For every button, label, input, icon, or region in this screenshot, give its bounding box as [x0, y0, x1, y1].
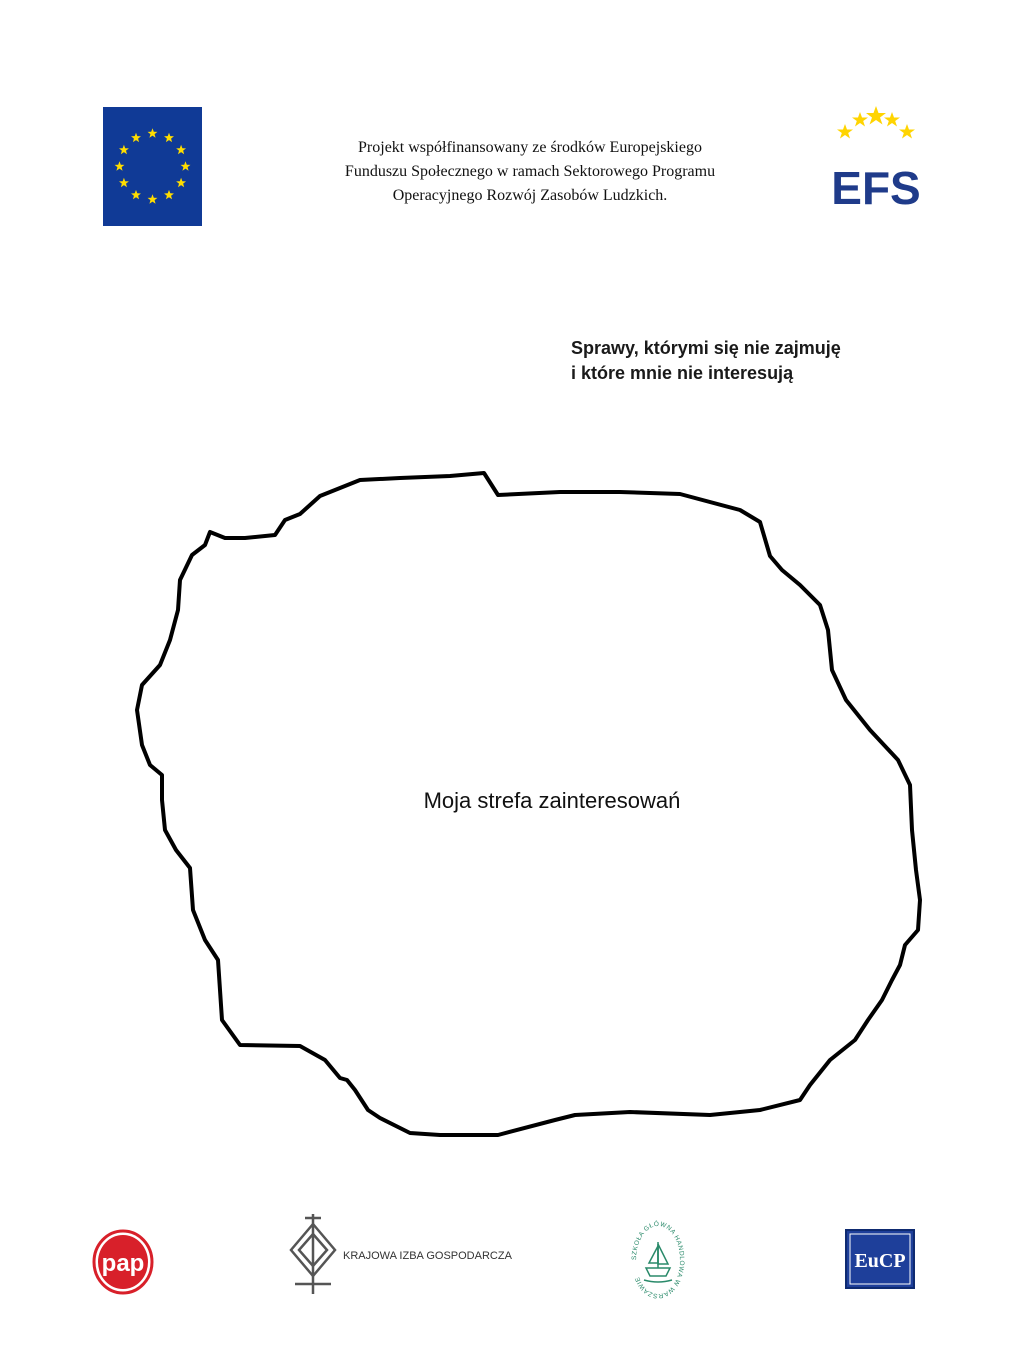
- project-funding-line-3: Operacyjnego Rozwój Zasobów Ludzkich.: [392, 187, 668, 204]
- eucp-logo-text: EuCP: [854, 1250, 906, 1272]
- outside-zone-note-line-2: i które mnie nie interesują: [571, 363, 794, 383]
- interest-zone-label: Moja strefa zainteresowań: [423, 788, 681, 813]
- pap-logo: [92, 1229, 154, 1295]
- project-funding-line-1: Projekt współfinansowany ze środków Europejskiego: [358, 139, 702, 156]
- outside-zone-note-line-1: Sprawy, którymi się nie zajmuję: [571, 338, 841, 358]
- kig-logo: [285, 1212, 517, 1296]
- eucp-logo: [845, 1229, 915, 1289]
- kig-logo-icon: [285, 1212, 517, 1296]
- sgh-logo: [628, 1216, 688, 1302]
- eucp-logo-icon: [845, 1229, 915, 1289]
- sgh-logo-icon: [628, 1216, 688, 1302]
- kig-logo-text: KRAJOWA IZBA GOSPODARCZA: [343, 1250, 512, 1262]
- sgh-logo-text: SZKOŁA GŁÓWNA HANDLOWA W WARSZAWIE: [630, 1220, 686, 1300]
- pap-logo-icon: [92, 1229, 154, 1295]
- efs-logo-text: EFS: [831, 162, 921, 212]
- project-funding-line-2: Funduszu Społecznego w ramach Sektorowego Programu: [344, 163, 716, 180]
- pap-logo-text: pap: [101, 1250, 145, 1277]
